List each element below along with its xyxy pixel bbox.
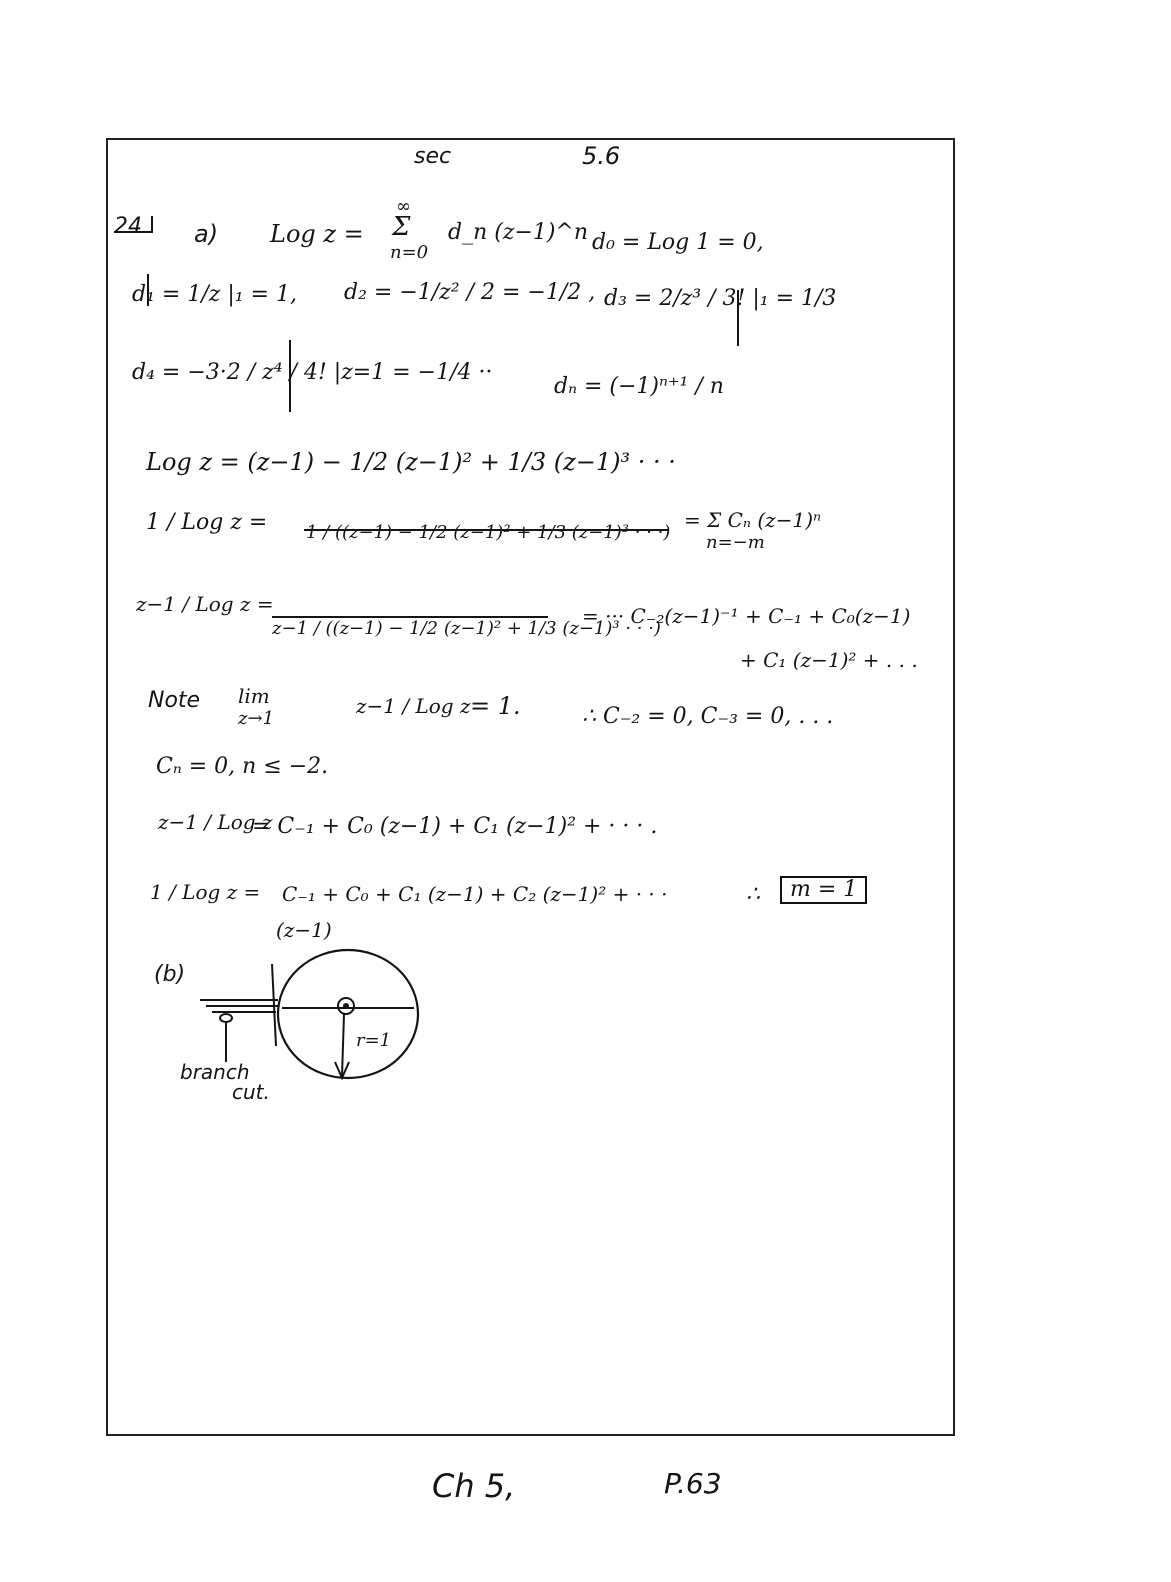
coefficient-d0: d₀ = Log 1 = 0, bbox=[592, 230, 764, 255]
ratio-series: z−1 / ((z−1) − 1/2 (z−1)² + 1/3 (z−1)³ · · ·) bbox=[272, 618, 661, 639]
problem-number: 24 bbox=[114, 214, 142, 239]
radius-label: r=1 bbox=[356, 1030, 392, 1051]
coefficient-dn: dₙ = (−1)ⁿ⁺¹ / n bbox=[554, 374, 724, 399]
log-z-series: Log z = (z−1) − 1/2 (z−1)² + 1/3 (z−1)³ · · · bbox=[146, 448, 676, 476]
section-label: sec bbox=[414, 144, 452, 169]
branch-label: branch bbox=[180, 1060, 250, 1084]
therefore-sign: ∴ bbox=[746, 882, 760, 907]
branch-cut-pointer-head bbox=[220, 1014, 232, 1022]
laurent-series: = Σ Cₙ (z−1)ⁿ bbox=[684, 508, 822, 532]
coefficients-zero-rule: Cₙ = 0, n ≤ −2. bbox=[156, 754, 329, 779]
radius-arrow bbox=[342, 1014, 344, 1076]
reciprocal-expansion-denominator: (z−1) bbox=[276, 918, 332, 942]
log-z-lhs: Log z = bbox=[270, 220, 364, 248]
ratio-lhs-2: z−1 / Log z bbox=[158, 810, 273, 834]
laurent-lower-limit: n=−m bbox=[706, 532, 765, 553]
ratio-expansion-2: = C₋₁ + C₀ (z−1) + C₁ (z−1)² + · · · . bbox=[252, 814, 658, 839]
reciprocal-expansion: C₋₁ + C₀ + C₁ (z−1) + C₂ (z−1)² + · · · bbox=[282, 882, 668, 906]
limit-value: = 1. bbox=[470, 692, 521, 720]
coefficient-d1: d₁ = 1/z |₁ = 1, bbox=[132, 282, 297, 307]
part-a-label: a) bbox=[194, 220, 219, 248]
ratio-lhs: z−1 / Log z = bbox=[136, 592, 274, 616]
chapter-label: Ch 5, bbox=[432, 1467, 516, 1505]
section-number: 5.6 bbox=[582, 142, 621, 170]
reciprocal-lhs-2: 1 / Log z = bbox=[150, 880, 261, 904]
ratio-expansion: = ··· C₋₂(z−1)⁻¹ + C₋₁ + C₀(z−1) bbox=[582, 604, 911, 628]
coefficient-d2: d₂ = −1/z² / 2 = −1/2 , bbox=[344, 280, 596, 305]
ratio-expansion-continued: + C₁ (z−1)² + . . . bbox=[740, 648, 918, 672]
page-number: P.63 bbox=[664, 1467, 722, 1500]
sum-lower-limit: n=0 bbox=[390, 242, 429, 263]
sum-upper-limit: ∞ bbox=[396, 196, 411, 217]
part-b-label: (b) bbox=[154, 962, 186, 987]
coefficient-d3: d₃ = 2/z³ / 3! |₁ = 1/3 bbox=[604, 286, 837, 311]
series-term: d_n (z−1)^n bbox=[448, 220, 589, 245]
cut-label: cut. bbox=[232, 1080, 270, 1104]
problem-number-bracket bbox=[114, 216, 152, 232]
coefficients-zero: ∴ C₋₂ = 0, C₋₃ = 0, . . . bbox=[582, 704, 834, 729]
center-dot bbox=[343, 1003, 349, 1009]
reciprocal-lhs: 1 / Log z = bbox=[146, 510, 268, 535]
limit-fraction: z−1 / Log z bbox=[356, 694, 471, 718]
coefficient-d4: d₄ = −3·2 / z⁴ / 4! |z=1 = −1/4 ·· bbox=[132, 360, 493, 385]
sum-sign: Σ bbox=[392, 212, 411, 242]
boxed-answer: m = 1 bbox=[780, 876, 867, 904]
limit-label: lim bbox=[238, 684, 270, 708]
reciprocal-series: 1 / ((z−1) − 1/2 (z−1)² + 1/3 (z−1)³ · · ·) bbox=[306, 522, 671, 543]
limit-subscript: z→1 bbox=[238, 708, 275, 729]
note-label: Note bbox=[148, 688, 201, 713]
